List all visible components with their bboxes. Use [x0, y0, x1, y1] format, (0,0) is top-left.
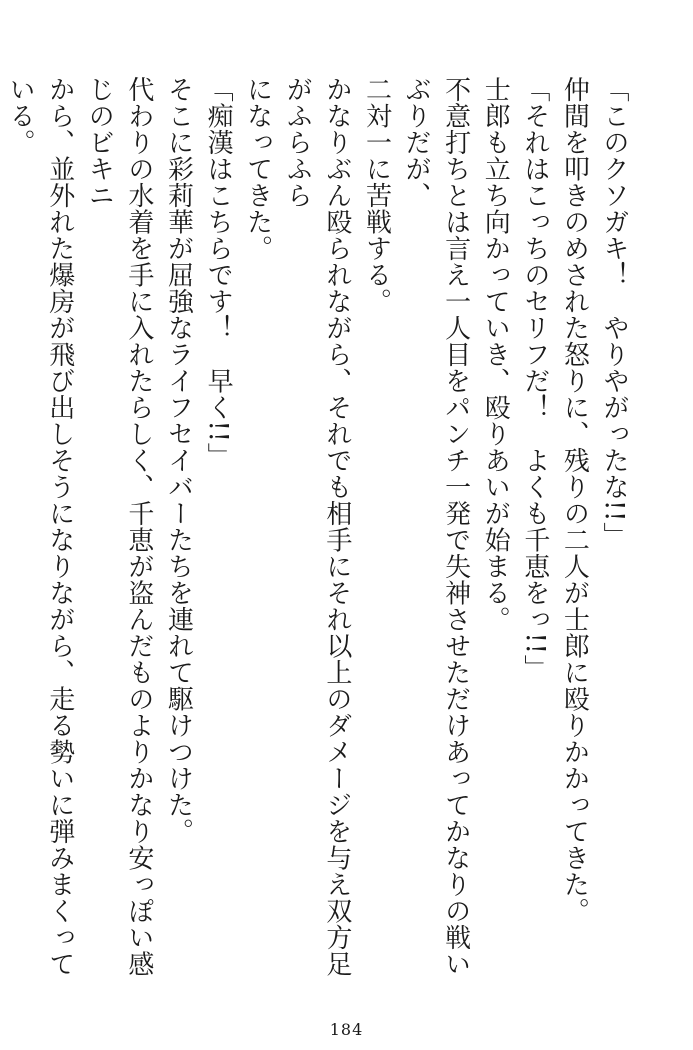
text-line: かなりぶん殴られながら、それでも相手にそれ以上のダメージを与え双方足がふらふら: [282, 76, 352, 977]
vertical-text-body: [0, 76, 633, 986]
text-line: 不意打ちとは言え一人目をパンチ一発で失神させただけあってかなりの戦いぶりだが、: [401, 76, 471, 977]
text-line: 「それはこっちのセリフだ！ よくも千恵をっ!!」: [519, 76, 550, 681]
text-line: になってきた。: [242, 76, 273, 262]
text-line: そこに彩莉華が屈強なライフセイバーたちを連れて駆けつけた。: [163, 76, 194, 845]
text-line: 士郎も立ち向かっていき、殴りあいが始まる。: [480, 76, 511, 633]
text-line: 「痴漢はこちらです！ 早く!!」: [203, 76, 234, 469]
text-line: 「このクソガキ！ やりやがったな!!」: [599, 76, 629, 549]
text-line: から、並外れた爆房が飛び出しそうになりながら、走る勢いに弾みまくっている。: [5, 76, 75, 977]
text-line: 代わりの水着を手に入れたらしく、千恵が盗んだものよりかなり安っぽい感じのビキニ: [84, 76, 154, 977]
page-number: 184: [329, 1020, 364, 1039]
text-line: 二対一に苦戦する。: [361, 76, 392, 315]
text-line: 仲間を叩きのめされた怒りに、残りの二人が士郎に殴りかかってきた。: [559, 76, 590, 924]
